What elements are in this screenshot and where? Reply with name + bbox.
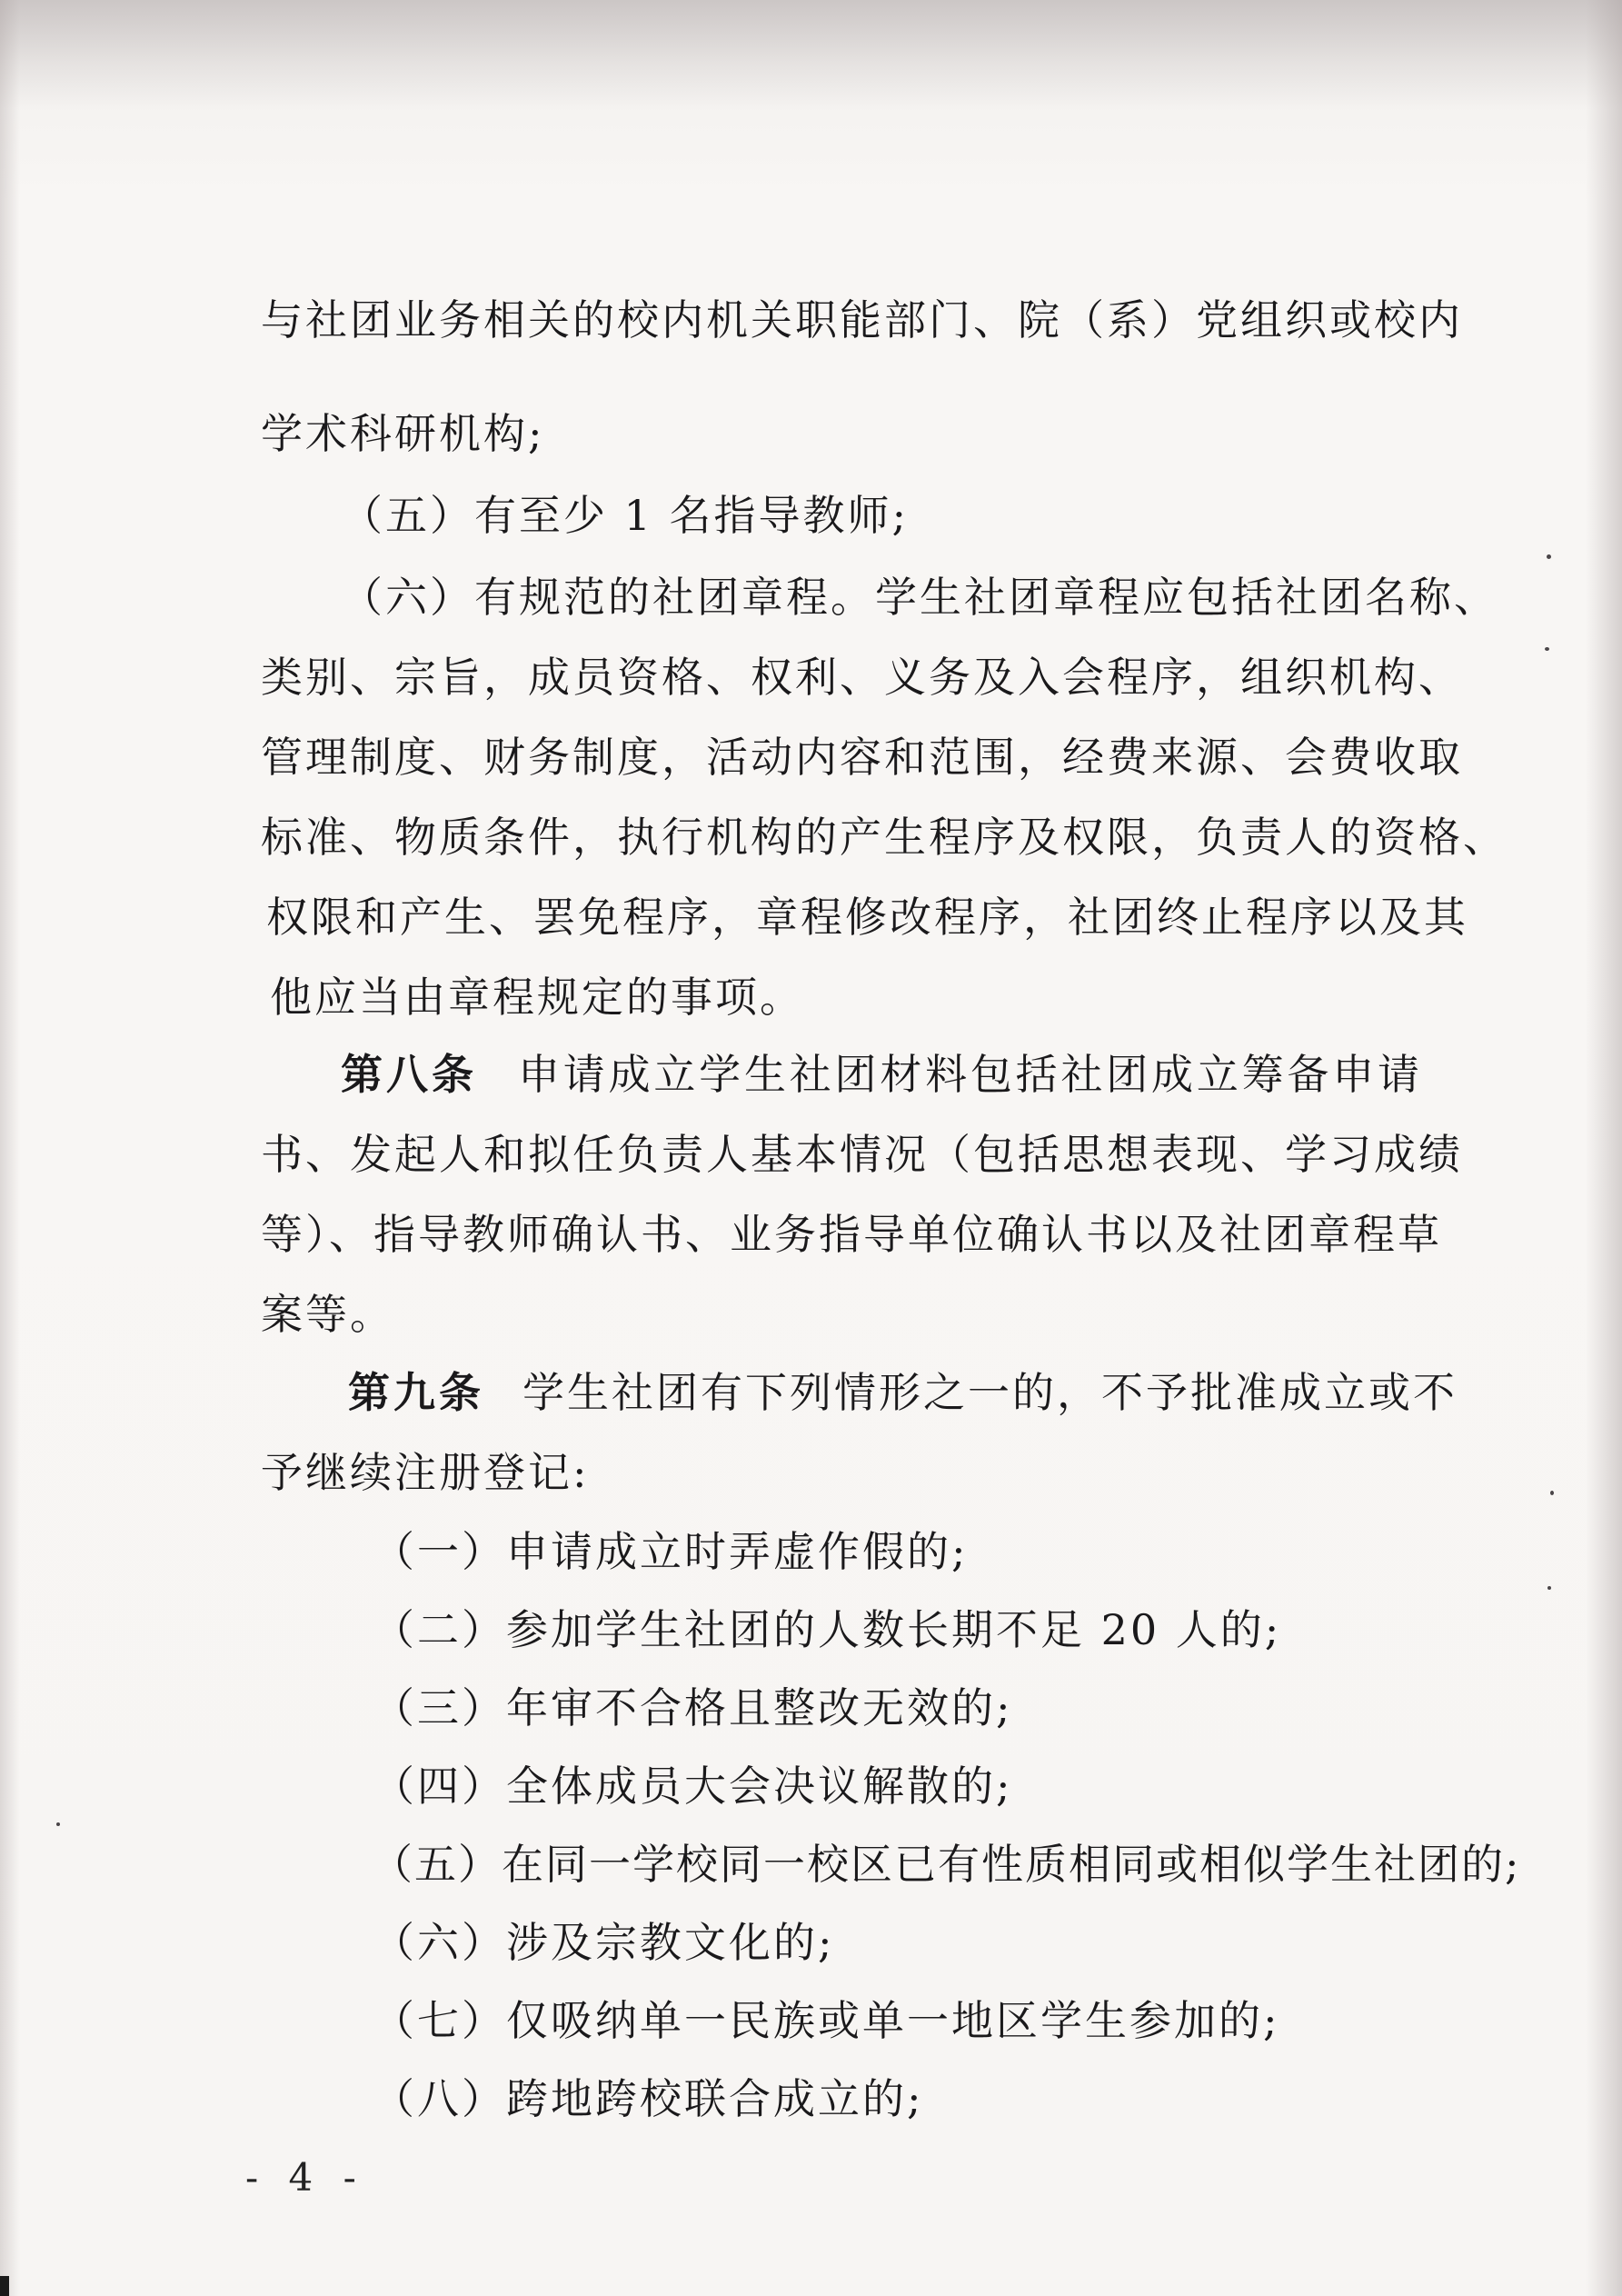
article-9-line-1: 学生社团有下列情形之一的，不予批准成立或不 bbox=[522, 1368, 1458, 1417]
article-8-heading: 第八条 bbox=[341, 1050, 477, 1099]
article-9-item-4: （四）全体成员大会决议解散的; bbox=[373, 1762, 1013, 1811]
paragraph-6-line-3: 管理制度、财务制度，活动内容和范围，经费来源、会费收取 bbox=[261, 733, 1463, 782]
article-9-item-1: （一）申请成立时弄虚作假的; bbox=[373, 1527, 969, 1576]
paragraph-6-line-2: 类别、宗旨，成员资格、权利、义务及入会程序，组织机构、 bbox=[261, 653, 1463, 702]
paragraph-1-line-1: 与社团业务相关的校内机关职能部门、院（系）党组织或校内 bbox=[261, 295, 1463, 344]
scan-speck bbox=[1547, 554, 1551, 559]
paragraph-6-line-1: （六）有规范的社团章程。学生社团章程应包括社团名称、 bbox=[341, 573, 1498, 622]
page-number: - 4 - bbox=[245, 2155, 365, 2200]
article-8-line-4: 案等。 bbox=[261, 1290, 394, 1339]
scan-speck bbox=[1550, 1491, 1554, 1495]
article-9-line-2: 予继续注册登记: bbox=[261, 1448, 590, 1497]
paragraph-6-line-6: 他应当由章程规定的事项。 bbox=[270, 973, 804, 1022]
scan-speck bbox=[1547, 1586, 1551, 1590]
requirement-item-5: （五）有至少 1 名指导教师; bbox=[341, 491, 910, 540]
article-9-item-7: （七）仅吸纳单一民族或单一地区学生参加的; bbox=[373, 1996, 1280, 2045]
scan-speck bbox=[1545, 647, 1549, 651]
paragraph-6-line-5: 权限和产生、罢免程序，章程修改程序，社团终止程序以及其 bbox=[266, 893, 1468, 942]
article-9-heading: 第九条 bbox=[348, 1368, 484, 1417]
article-9-item-3: （三）年审不合格且整改无效的; bbox=[373, 1683, 1013, 1732]
scan-corner-mark bbox=[0, 2276, 9, 2296]
paragraph-6-line-4: 标准、物质条件，执行机构的产生程序及权限，负责人的资格、 bbox=[261, 813, 1508, 862]
article-9-item-5: （五）在同一学校同一校区已有性质相同或相似学生社团的; bbox=[371, 1840, 1521, 1889]
paragraph-1-line-2: 学术科研机构; bbox=[261, 409, 545, 458]
scan-speck bbox=[56, 1822, 60, 1826]
article-8-line-3: 等）、指导教师确认书、业务指导单位确认书以及社团章程草 bbox=[261, 1210, 1442, 1259]
article-9-item-2: （二）参加学生社团的人数长期不足 20 人的; bbox=[373, 1605, 1282, 1654]
article-8-line-2: 书、发起人和拟任负责人基本情况（包括思想表现、学习成绩 bbox=[261, 1130, 1463, 1179]
article-8-line-1: 申请成立学生社团材料包括社团成立筹备申请 bbox=[518, 1050, 1422, 1099]
article-9-item-6: （六）涉及宗教文化的; bbox=[373, 1918, 835, 1967]
article-9-item-8: （八）跨地跨校联合成立的; bbox=[373, 2074, 924, 2123]
